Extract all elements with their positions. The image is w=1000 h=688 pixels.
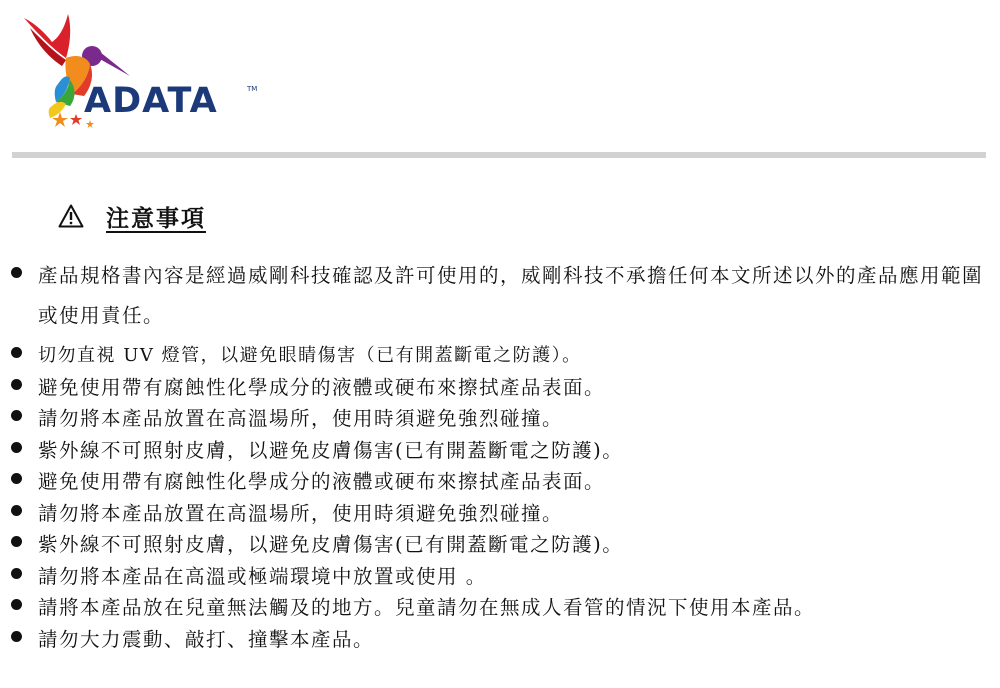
warning-triangle-icon [58, 204, 84, 228]
note-item [0, 256, 1000, 336]
bullet-icon [11, 410, 22, 421]
note-item [0, 561, 1000, 593]
note-text: 避免使用帶有腐蝕性化學成分的液體或硬布來擦拭產品表面。 [38, 375, 606, 399]
note-item [0, 435, 1000, 467]
bullet-icon [11, 267, 22, 278]
note-item [0, 498, 1000, 530]
note-text: 切勿直視 UV 燈管，以避免眼睛傷害（已有開蓋斷電之防護）。 [38, 345, 582, 366]
svg-text:TM: TM [247, 85, 258, 93]
section-heading [58, 198, 206, 234]
brand-wordmark: ADATA [84, 81, 218, 121]
adata-logo [18, 8, 258, 134]
bullet-icon [11, 568, 22, 579]
note-text: 請勿將本產品在高溫或極端環境中放置或使用 。 [38, 564, 487, 588]
header-divider [12, 152, 986, 158]
heading-title: 注意事項 [106, 204, 206, 232]
bullet-icon [11, 442, 22, 453]
bullet-icon [11, 347, 22, 358]
bullet-icon [11, 505, 22, 516]
note-text: 產品規格書內容是經過威剛科技確認及許可使用的，威剛科技不承擔任何本文所述以外的產品應用範圍或使用責任。 [38, 264, 984, 327]
note-text: 紫外線不可照射皮膚，以避免皮膚傷害(已有開蓋斷電之防護)。 [38, 533, 624, 556]
bullet-icon [11, 379, 22, 390]
bullet-icon [11, 536, 22, 547]
note-text: 避免使用帶有腐蝕性化學成分的液體或硬布來擦拭產品表面。 [38, 470, 606, 493]
note-item [0, 372, 1000, 404]
bullet-icon [11, 599, 22, 610]
hummingbird-logo-icon [18, 8, 258, 134]
note-text: 請勿將本產品放置在高溫場所，使用時須避免強烈碰撞。 [38, 407, 564, 430]
note-item [0, 592, 1000, 624]
note-text: 請勿大力震動、敲打、撞擊本產品。 [38, 627, 375, 651]
notes-list [0, 256, 1000, 655]
note-item [0, 529, 1000, 561]
note-item [0, 340, 1000, 372]
bullet-icon [11, 631, 22, 642]
note-item [0, 403, 1000, 435]
note-text: 請將本產品放在兒童無法觸及的地方。兒童請勿在無成人看管的情況下使用本產品。 [38, 596, 816, 619]
note-text: 請勿將本產品放置在高溫場所，使用時須避免強烈碰撞。 [38, 501, 564, 525]
note-text: 紫外線不可照射皮膚，以避免皮膚傷害(已有開蓋斷電之防護)。 [38, 438, 624, 462]
note-item [0, 624, 1000, 656]
note-item [0, 466, 1000, 498]
bullet-icon [11, 473, 22, 484]
